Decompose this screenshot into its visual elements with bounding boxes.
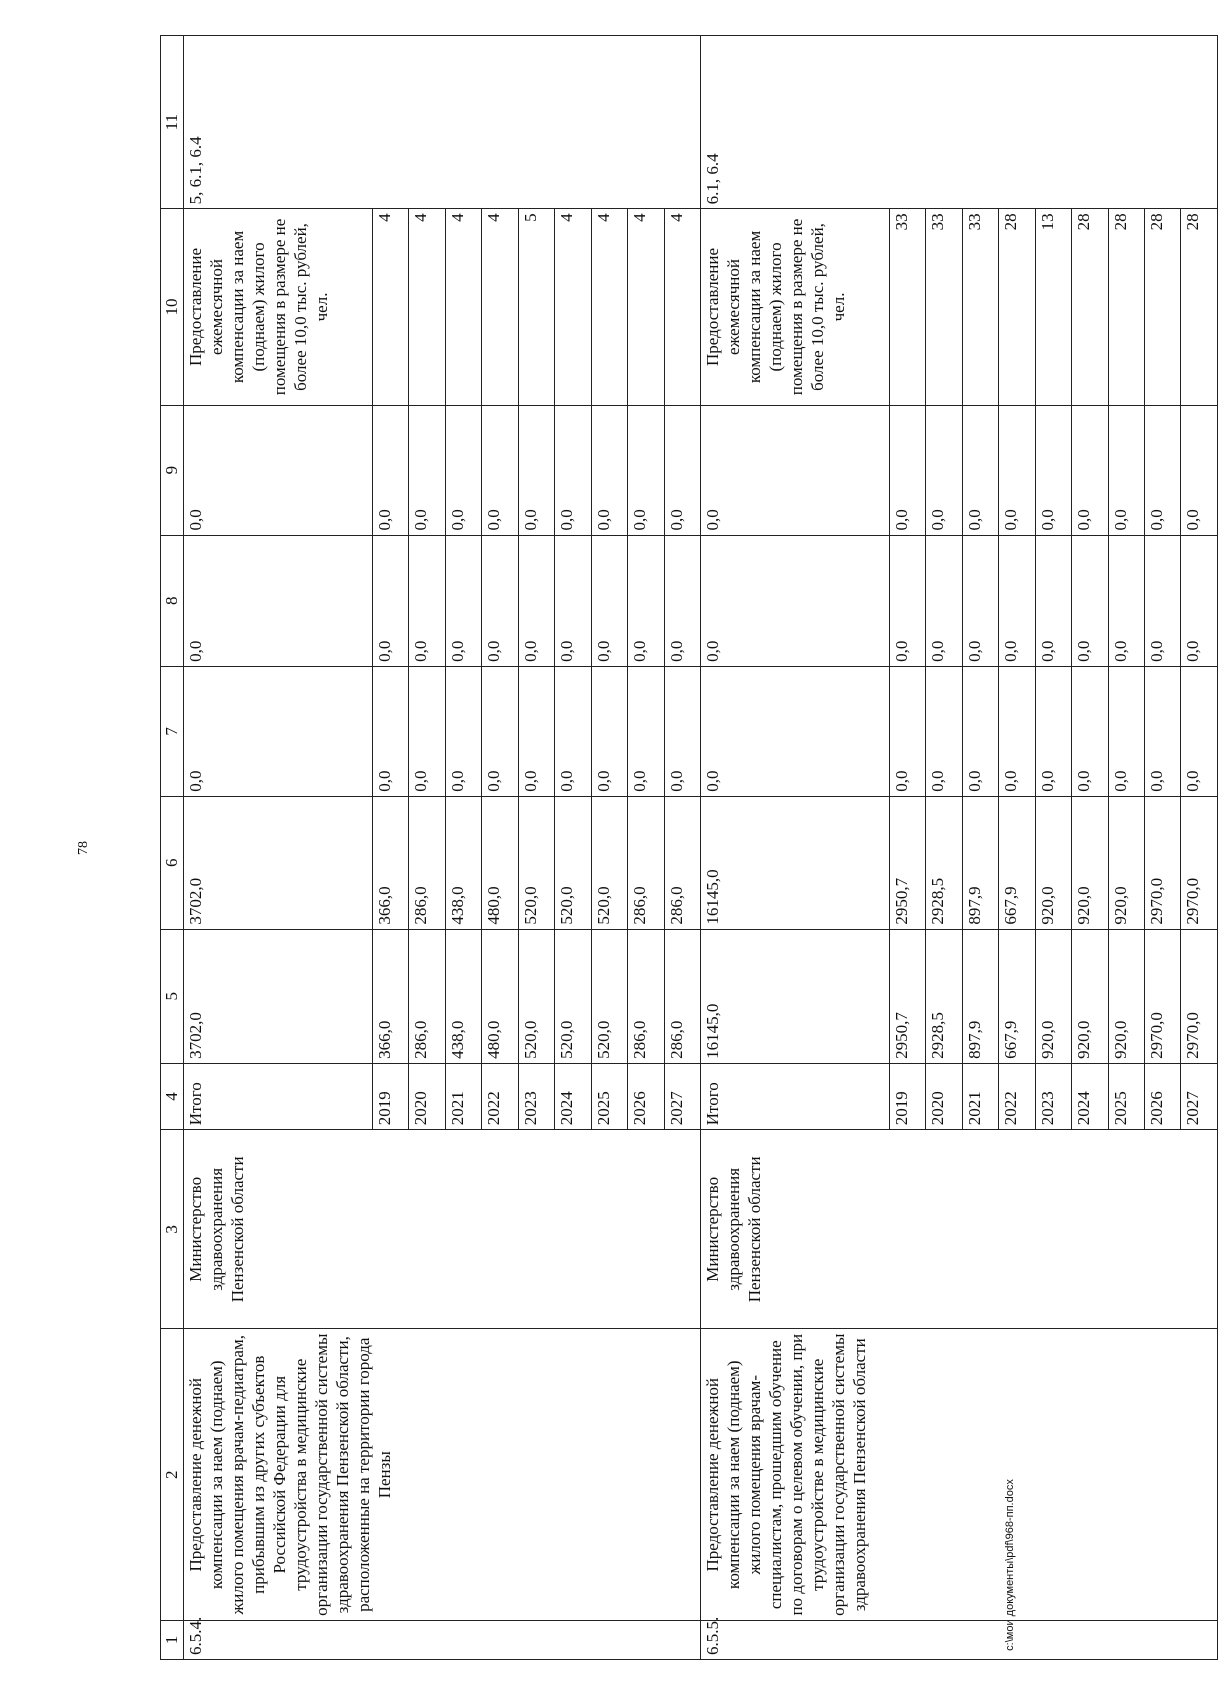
year-col7-value: 0,0 [962, 666, 998, 796]
year-cell: 2025 [1108, 1063, 1144, 1129]
footer-file-path: c:\мои документы\pdf\968-пп.docx [1004, 1479, 1016, 1651]
total-label: Итого [184, 1063, 373, 1129]
indicator-value: 28 [1108, 209, 1144, 405]
year-col9-value: 0,0 [373, 405, 409, 535]
year-col9-value: 0,0 [555, 405, 591, 535]
year-col9-value: 0,0 [591, 405, 627, 535]
measure-code: 6.5.5. [700, 1621, 1217, 1660]
year-cell: 2027 [1181, 1063, 1218, 1129]
year-col6-value: 366,0 [373, 796, 409, 929]
year-col8-value: 0,0 [409, 535, 445, 666]
year-col8-value: 0,0 [1181, 535, 1218, 666]
year-col6-value: 480,0 [482, 796, 518, 929]
column-number-row [161, 36, 184, 1660]
indicator-description: Предоставление ежемесячной компенсации за наем (поднаем) жилого помещения в размере не более 10,0 тыс. рублей, чел. [700, 209, 889, 405]
year-col6-value: 920,0 [1108, 796, 1144, 929]
year-col7-value: 0,0 [482, 666, 518, 796]
year-col7-value: 0,0 [628, 666, 664, 796]
year-col7-value: 0,0 [373, 666, 409, 796]
indicator-value: 13 [1035, 209, 1071, 405]
year-cell: 2020 [926, 1063, 962, 1129]
year-col7-value: 0,0 [926, 666, 962, 796]
year-col5-value: 520,0 [591, 929, 627, 1063]
indicator-value: 5 [518, 209, 554, 405]
year-cell: 2024 [555, 1063, 591, 1129]
year-cell: 2023 [1035, 1063, 1071, 1129]
year-col6-value: 2970,0 [1145, 796, 1181, 929]
year-cell: 2022 [999, 1063, 1035, 1129]
page-number: 78 [76, 841, 91, 855]
table-body [184, 36, 1218, 1660]
year-cell: 2020 [409, 1063, 445, 1129]
measure-total-row [700, 36, 889, 1660]
column-header: 7 [161, 666, 184, 796]
total-col8-value: 0,0 [700, 535, 889, 666]
indicator-value: 4 [591, 209, 627, 405]
year-col5-value: 286,0 [409, 929, 445, 1063]
column-header: 10 [161, 209, 184, 405]
indicator-value: 28 [1072, 209, 1108, 405]
year-col7-value: 0,0 [1145, 666, 1181, 796]
column-header: 5 [161, 929, 184, 1063]
total-col7-value: 0,0 [184, 666, 373, 796]
year-col9-value: 0,0 [926, 405, 962, 535]
year-col5-value: 920,0 [1108, 929, 1144, 1063]
year-col7-value: 0,0 [591, 666, 627, 796]
year-cell: 2023 [518, 1063, 554, 1129]
year-col9-value: 0,0 [1072, 405, 1108, 535]
year-col6-value: 286,0 [409, 796, 445, 929]
year-col7-value: 0,0 [1035, 666, 1071, 796]
year-col9-value: 0,0 [518, 405, 554, 535]
year-col5-value: 520,0 [518, 929, 554, 1063]
year-col9-value: 0,0 [1108, 405, 1144, 535]
year-col8-value: 0,0 [1108, 535, 1144, 666]
column-header: 9 [161, 405, 184, 535]
measure-description: Предоставление денежной компенсации за наем (поднаем) жилого помещения врачам-специалистам, прошедшим обучение по договорам о целевом обучении, при трудоустройстве в медицинские организации государственной системы здравоохранения Пензенской области [700, 1329, 1217, 1621]
year-col5-value: 667,9 [999, 929, 1035, 1063]
indicator-description: Предоставление ежемесячной компенсации за наем (поднаем) жилого помещения в размере не более 10,0 тыс. рублей, чел. [184, 209, 373, 405]
year-col8-value: 0,0 [482, 535, 518, 666]
total-col6-value: 16145,0 [700, 796, 889, 929]
year-col9-value: 0,0 [962, 405, 998, 535]
year-cell: 2022 [482, 1063, 518, 1129]
indicator-value: 4 [555, 209, 591, 405]
year-col6-value: 520,0 [518, 796, 554, 929]
year-col9-value: 0,0 [409, 405, 445, 535]
year-col9-value: 0,0 [1145, 405, 1181, 535]
year-cell: 2024 [1072, 1063, 1108, 1129]
year-col5-value: 2950,7 [889, 929, 925, 1063]
column-header: 2 [161, 1329, 184, 1621]
year-col6-value: 2970,0 [1181, 796, 1218, 929]
indicator-value: 4 [664, 209, 700, 405]
year-col8-value: 0,0 [518, 535, 554, 666]
year-col7-value: 0,0 [555, 666, 591, 796]
year-col9-value: 0,0 [1035, 405, 1071, 535]
total-col6-value: 3702,0 [184, 796, 373, 929]
measure-executor: Министерство здравоохранения Пензенской области [184, 1130, 701, 1329]
indicator-value: 4 [628, 209, 664, 405]
program-table-sheet [160, 35, 1218, 1660]
year-col7-value: 0,0 [445, 666, 481, 796]
total-col9-value: 0,0 [184, 405, 373, 535]
year-col5-value: 920,0 [1072, 929, 1108, 1063]
measure-reference: 5, 6.1, 6.4 [184, 36, 701, 209]
year-cell: 2026 [1145, 1063, 1181, 1129]
year-col9-value: 0,0 [628, 405, 664, 535]
total-col5-value: 3702,0 [184, 929, 373, 1063]
total-col9-value: 0,0 [700, 405, 889, 535]
year-cell: 2019 [373, 1063, 409, 1129]
year-col6-value: 520,0 [555, 796, 591, 929]
total-col7-value: 0,0 [700, 666, 889, 796]
year-col9-value: 0,0 [1181, 405, 1218, 535]
year-col8-value: 0,0 [1072, 535, 1108, 666]
year-col8-value: 0,0 [926, 535, 962, 666]
year-col9-value: 0,0 [482, 405, 518, 535]
year-col6-value: 920,0 [1072, 796, 1108, 929]
year-col9-value: 0,0 [664, 405, 700, 535]
indicator-value: 4 [409, 209, 445, 405]
year-col5-value: 920,0 [1035, 929, 1071, 1063]
year-col7-value: 0,0 [1072, 666, 1108, 796]
year-col8-value: 0,0 [1145, 535, 1181, 666]
year-cell: 2021 [962, 1063, 998, 1129]
indicator-value: 33 [926, 209, 962, 405]
year-col6-value: 2950,7 [889, 796, 925, 929]
year-col5-value: 2970,0 [1181, 929, 1218, 1063]
indicator-value: 4 [445, 209, 481, 405]
total-col8-value: 0,0 [184, 535, 373, 666]
year-cell: 2026 [628, 1063, 664, 1129]
column-header: 8 [161, 535, 184, 666]
indicator-value: 4 [373, 209, 409, 405]
year-col7-value: 0,0 [409, 666, 445, 796]
year-col5-value: 2970,0 [1145, 929, 1181, 1063]
year-col5-value: 897,9 [962, 929, 998, 1063]
indicator-value: 33 [889, 209, 925, 405]
measure-reference: 6.1, 6.4 [700, 36, 1217, 209]
column-header: 11 [161, 36, 184, 209]
year-col9-value: 0,0 [999, 405, 1035, 535]
year-col8-value: 0,0 [445, 535, 481, 666]
year-col5-value: 520,0 [555, 929, 591, 1063]
year-col5-value: 480,0 [482, 929, 518, 1063]
year-col6-value: 2928,5 [926, 796, 962, 929]
measure-description: Предоставление денежной компенсации за наем (поднаем) жилого помещения врачам-педиатрам, прибывшим из других субъектов Российской Федерации для трудоустройства в медицинские организации государственной системы здравоохранения Пензенской области, расположенные на территории города Пензы [184, 1329, 701, 1621]
year-col7-value: 0,0 [1181, 666, 1218, 796]
year-col6-value: 286,0 [628, 796, 664, 929]
year-col8-value: 0,0 [1035, 535, 1071, 666]
indicator-value: 28 [1181, 209, 1218, 405]
year-col6-value: 286,0 [664, 796, 700, 929]
year-col8-value: 0,0 [591, 535, 627, 666]
program-measures-table [160, 35, 1218, 1660]
year-col5-value: 286,0 [628, 929, 664, 1063]
total-label: Итого [700, 1063, 889, 1129]
year-col7-value: 0,0 [889, 666, 925, 796]
column-header: 1 [161, 1621, 184, 1660]
year-col5-value: 438,0 [445, 929, 481, 1063]
year-cell: 2019 [889, 1063, 925, 1129]
indicator-value: 33 [962, 209, 998, 405]
year-col8-value: 0,0 [962, 535, 998, 666]
measure-total-row [184, 36, 373, 1660]
column-header: 4 [161, 1063, 184, 1129]
year-col7-value: 0,0 [664, 666, 700, 796]
year-col8-value: 0,0 [373, 535, 409, 666]
measure-executor: Министерство здравоохранения Пензенской области [700, 1130, 1217, 1329]
year-col8-value: 0,0 [889, 535, 925, 666]
year-col6-value: 920,0 [1035, 796, 1071, 929]
year-col7-value: 0,0 [999, 666, 1035, 796]
year-col9-value: 0,0 [889, 405, 925, 535]
year-col6-value: 667,9 [999, 796, 1035, 929]
total-col5-value: 16145,0 [700, 929, 889, 1063]
year-col6-value: 520,0 [591, 796, 627, 929]
year-col7-value: 0,0 [518, 666, 554, 796]
year-col9-value: 0,0 [445, 405, 481, 535]
year-col8-value: 0,0 [628, 535, 664, 666]
year-cell: 2025 [591, 1063, 627, 1129]
indicator-value: 28 [1145, 209, 1181, 405]
year-col5-value: 366,0 [373, 929, 409, 1063]
year-col7-value: 0,0 [1108, 666, 1144, 796]
measure-code: 6.5.4. [184, 1621, 701, 1660]
year-col5-value: 286,0 [664, 929, 700, 1063]
year-col6-value: 438,0 [445, 796, 481, 929]
column-header: 6 [161, 796, 184, 929]
year-col8-value: 0,0 [999, 535, 1035, 666]
year-col6-value: 897,9 [962, 796, 998, 929]
year-col5-value: 2928,5 [926, 929, 962, 1063]
year-col8-value: 0,0 [664, 535, 700, 666]
year-cell: 2027 [664, 1063, 700, 1129]
indicator-value: 28 [999, 209, 1035, 405]
year-cell: 2021 [445, 1063, 481, 1129]
indicator-value: 4 [482, 209, 518, 405]
column-header: 3 [161, 1130, 184, 1329]
year-col8-value: 0,0 [555, 535, 591, 666]
